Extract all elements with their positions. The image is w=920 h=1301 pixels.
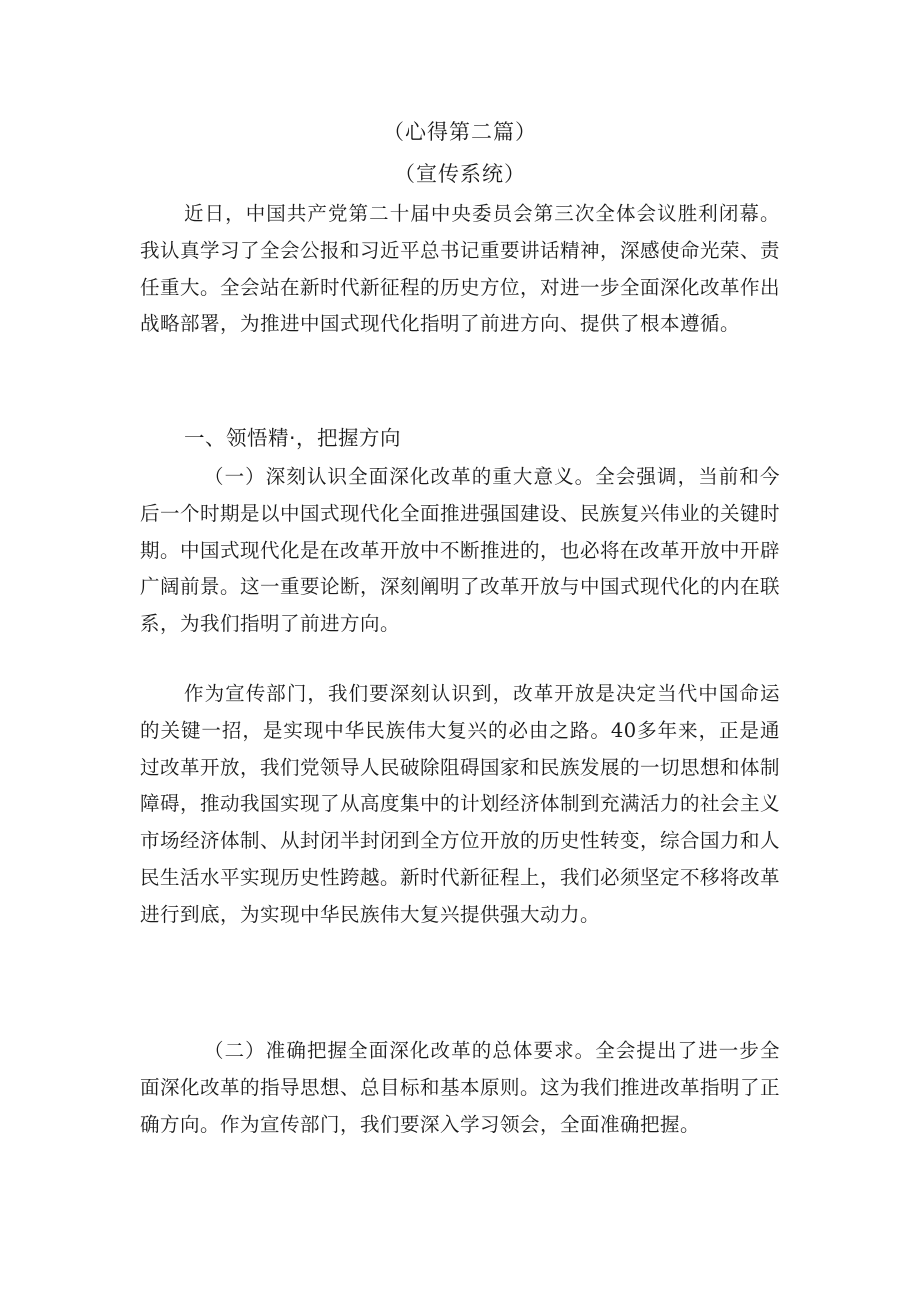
document-subtitle: （宣传系统）	[394, 162, 526, 186]
document-title: （心得第二篇）	[383, 120, 537, 144]
body-paragraph-3: （二）准确把握全面深化改革的总体要求。全会提出了进一步全面深化改革的指导思想、总目标和基本原则。这为我们推进改革指明了正确方向。作为宣传部门，我们要深入学习领会，全面准确把握。	[140, 1039, 781, 1136]
section-heading: 一、领悟精·，把握方向	[184, 426, 402, 450]
intro-paragraph: 近日，中国共产党第二十届中央委员会第三次全体会议胜利闭幕。我认真学习了全会公报和习近平总书记重要讲话精神，深感使命光荣、责任重大。全会站在新时代新征程的历史方位，对进一步全面深化改革作出战略部署，为推进中国式现代化指明了前进方向、提供了根本遵循。	[140, 202, 781, 336]
body-paragraph-1: （一）深刻认识全面深化改革的重大意义。全会强调，当前和今后一个时期是以中国式现代化全面推进强国建设、民族复兴伟业的关键时期。中国式现代化是在改革开放中不断推进的，也必将在改革开放中开辟广阔前景。这一重要论断，深刻阐明了改革开放与中国式现代化的内在联系，为我们指明了前进方向。	[140, 465, 781, 636]
body-paragraph-2: 作为宣传部门，我们要深刻认识到，改革开放是决定当代中国命运的关键一招，是实现中华民族伟大复兴的必由之路。40多年来，正是通过改革开放，我们党领导人民破除阻碍国家和民族发展的一切思想和体制障碍，推动我国实现了从高度集中的计划经济体制到充满活力的社会主义市场经济体制、从封闭半封闭到全方位开放的历史性转变，综合国力和人民生活水平实现历史性跨越。新时代新征程上，我们必须坚定不移将改革进行到底，为实现中华民族伟大复兴提供强大动力。	[140, 682, 781, 926]
